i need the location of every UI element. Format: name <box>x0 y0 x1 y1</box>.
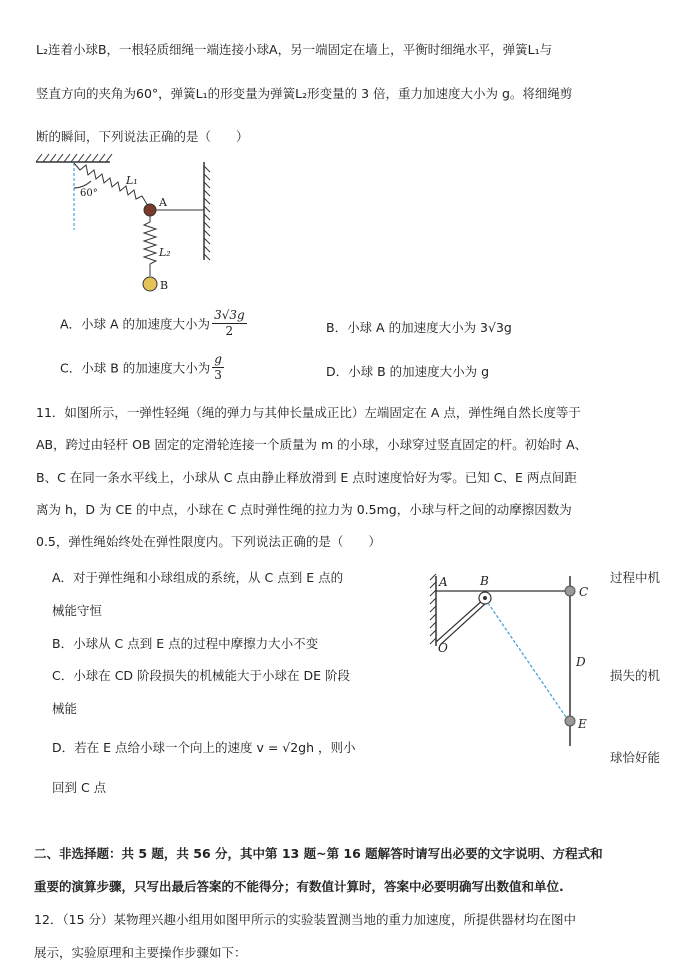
q10-option-a-denominator: 2 <box>225 324 234 338</box>
q11-option-c-line-2: 械能 <box>52 701 78 716</box>
q11-option-a-line-2: 械能守恒 <box>52 603 103 618</box>
q10-option-c <box>60 352 226 383</box>
q10-option-d: D．小球 B 的加速度大小为 g <box>326 364 490 379</box>
q11-label-e: E <box>578 717 587 731</box>
q10-option-c-text: C．小球 B 的加速度大小为 <box>60 360 211 376</box>
q11-option-c-line-1: C．小球在 CD 阶段损失的机械能大于小球在 DE 阶段 <box>52 668 350 683</box>
section2-line-2: 重要的演算步骤，只写出最后答案的不能得分；有数值计算时，答案中必要明确写出数值和单位. <box>34 879 564 894</box>
q11-label-d: D <box>576 655 586 669</box>
q11-option-d-line-1: D．若在 E 点给小球一个向上的速度 v = √2gh ，则小 <box>52 740 356 755</box>
q11-line-4: 离为 h，D 为 CE 的中点，小球在 C 点时弹性绳的拉力为 0.5mg，小球与杆之间的动摩擦因数为 <box>36 502 572 517</box>
q11-line-1: 11．如图所示，一弹性轻绳（绳的弹力与其伸长量成正比）左端固定在 A 点，弹性绳自然长度等于 <box>36 405 581 420</box>
q11-option-b: B．小球从 C 点到 E 点的过程中摩擦力大小不变 <box>52 636 319 651</box>
q10-option-a-text: A．小球 A 的加速度大小为 <box>60 316 211 332</box>
q10-ball-b-label: B <box>160 279 169 292</box>
q10-option-a <box>60 308 249 339</box>
q11-option-c-right: 损失的机 <box>610 668 661 683</box>
q10-spring-figure <box>28 148 228 300</box>
q11-label-b: B <box>480 574 489 588</box>
q10-ball-a-label: A <box>159 196 167 209</box>
q11-option-d-line-2: 回到 C 点 <box>52 780 107 795</box>
q11-label-a: A <box>439 575 448 589</box>
q10-option-a-numerator: 3√3g <box>214 308 245 322</box>
q10-option-b: B．小球 A 的加速度大小为 3√3g <box>326 320 512 335</box>
q10-option-c-denominator: 3 <box>214 368 222 382</box>
q12-line-1: 12．（15 分）某物理兴趣小组用如图甲所示的实验装置测当地的重力加速度，所提供器材均在图中 <box>34 912 577 927</box>
q10-spring1-label: L₁ <box>126 174 138 187</box>
q10-line-1: L₂连着小球B，一根轻质细绳一端连接小球A，另一端固定在墙上，平衡时细绳水平，弹簧L₁与 <box>36 42 553 57</box>
q11-pulley-figure <box>422 570 608 750</box>
q10-line-2: 竖直方向的夹角为60°，弹簧L₁的形变量为弹簧L₂形变量的 3 倍，重力加速度大小为 g。将细绳剪 <box>36 86 573 101</box>
q11-option-a-right: 过程中机 <box>610 570 661 585</box>
q11-label-c: C <box>579 585 589 599</box>
q10-spring2-label: L₂ <box>159 246 171 259</box>
q10-angle-label: 60° <box>80 188 98 199</box>
q12-line-2: 展示，实验原理和主要操作步骤如下： <box>34 945 247 960</box>
q10-line-3: 断的瞬间，下列说法正确的是（ ） <box>36 129 249 144</box>
q11-option-a-line-1: A．对于弹性绳和小球组成的系统，从 C 点到 E 点的 <box>52 570 344 585</box>
q11-option-d-right: 球恰好能 <box>610 750 661 765</box>
q11-line-2: AB，跨过由轻杆 OB 固定的定滑轮连接一个质量为 m 的小球，小球穿过竖直固定的杆。初始时 A、 <box>36 437 588 452</box>
q11-line-3: B、C 在同一条水平线上，小球从 C 点由静止释放滑到 E 点时速度恰好为零。已知 C、E 两点间距 <box>36 470 577 485</box>
section2-line-1: 二、非选择题：共 5 题，共 56 分，其中第 13 题~第 16 题解答时请写出必要的文字说明、方程式和 <box>34 846 603 861</box>
q11-label-o: O <box>438 641 448 655</box>
q11-line-5: 0.5，弹性绳始终处在弹性限度内。下列说法正确的是（ ） <box>36 534 381 549</box>
q10-option-c-numerator: g <box>214 352 222 366</box>
